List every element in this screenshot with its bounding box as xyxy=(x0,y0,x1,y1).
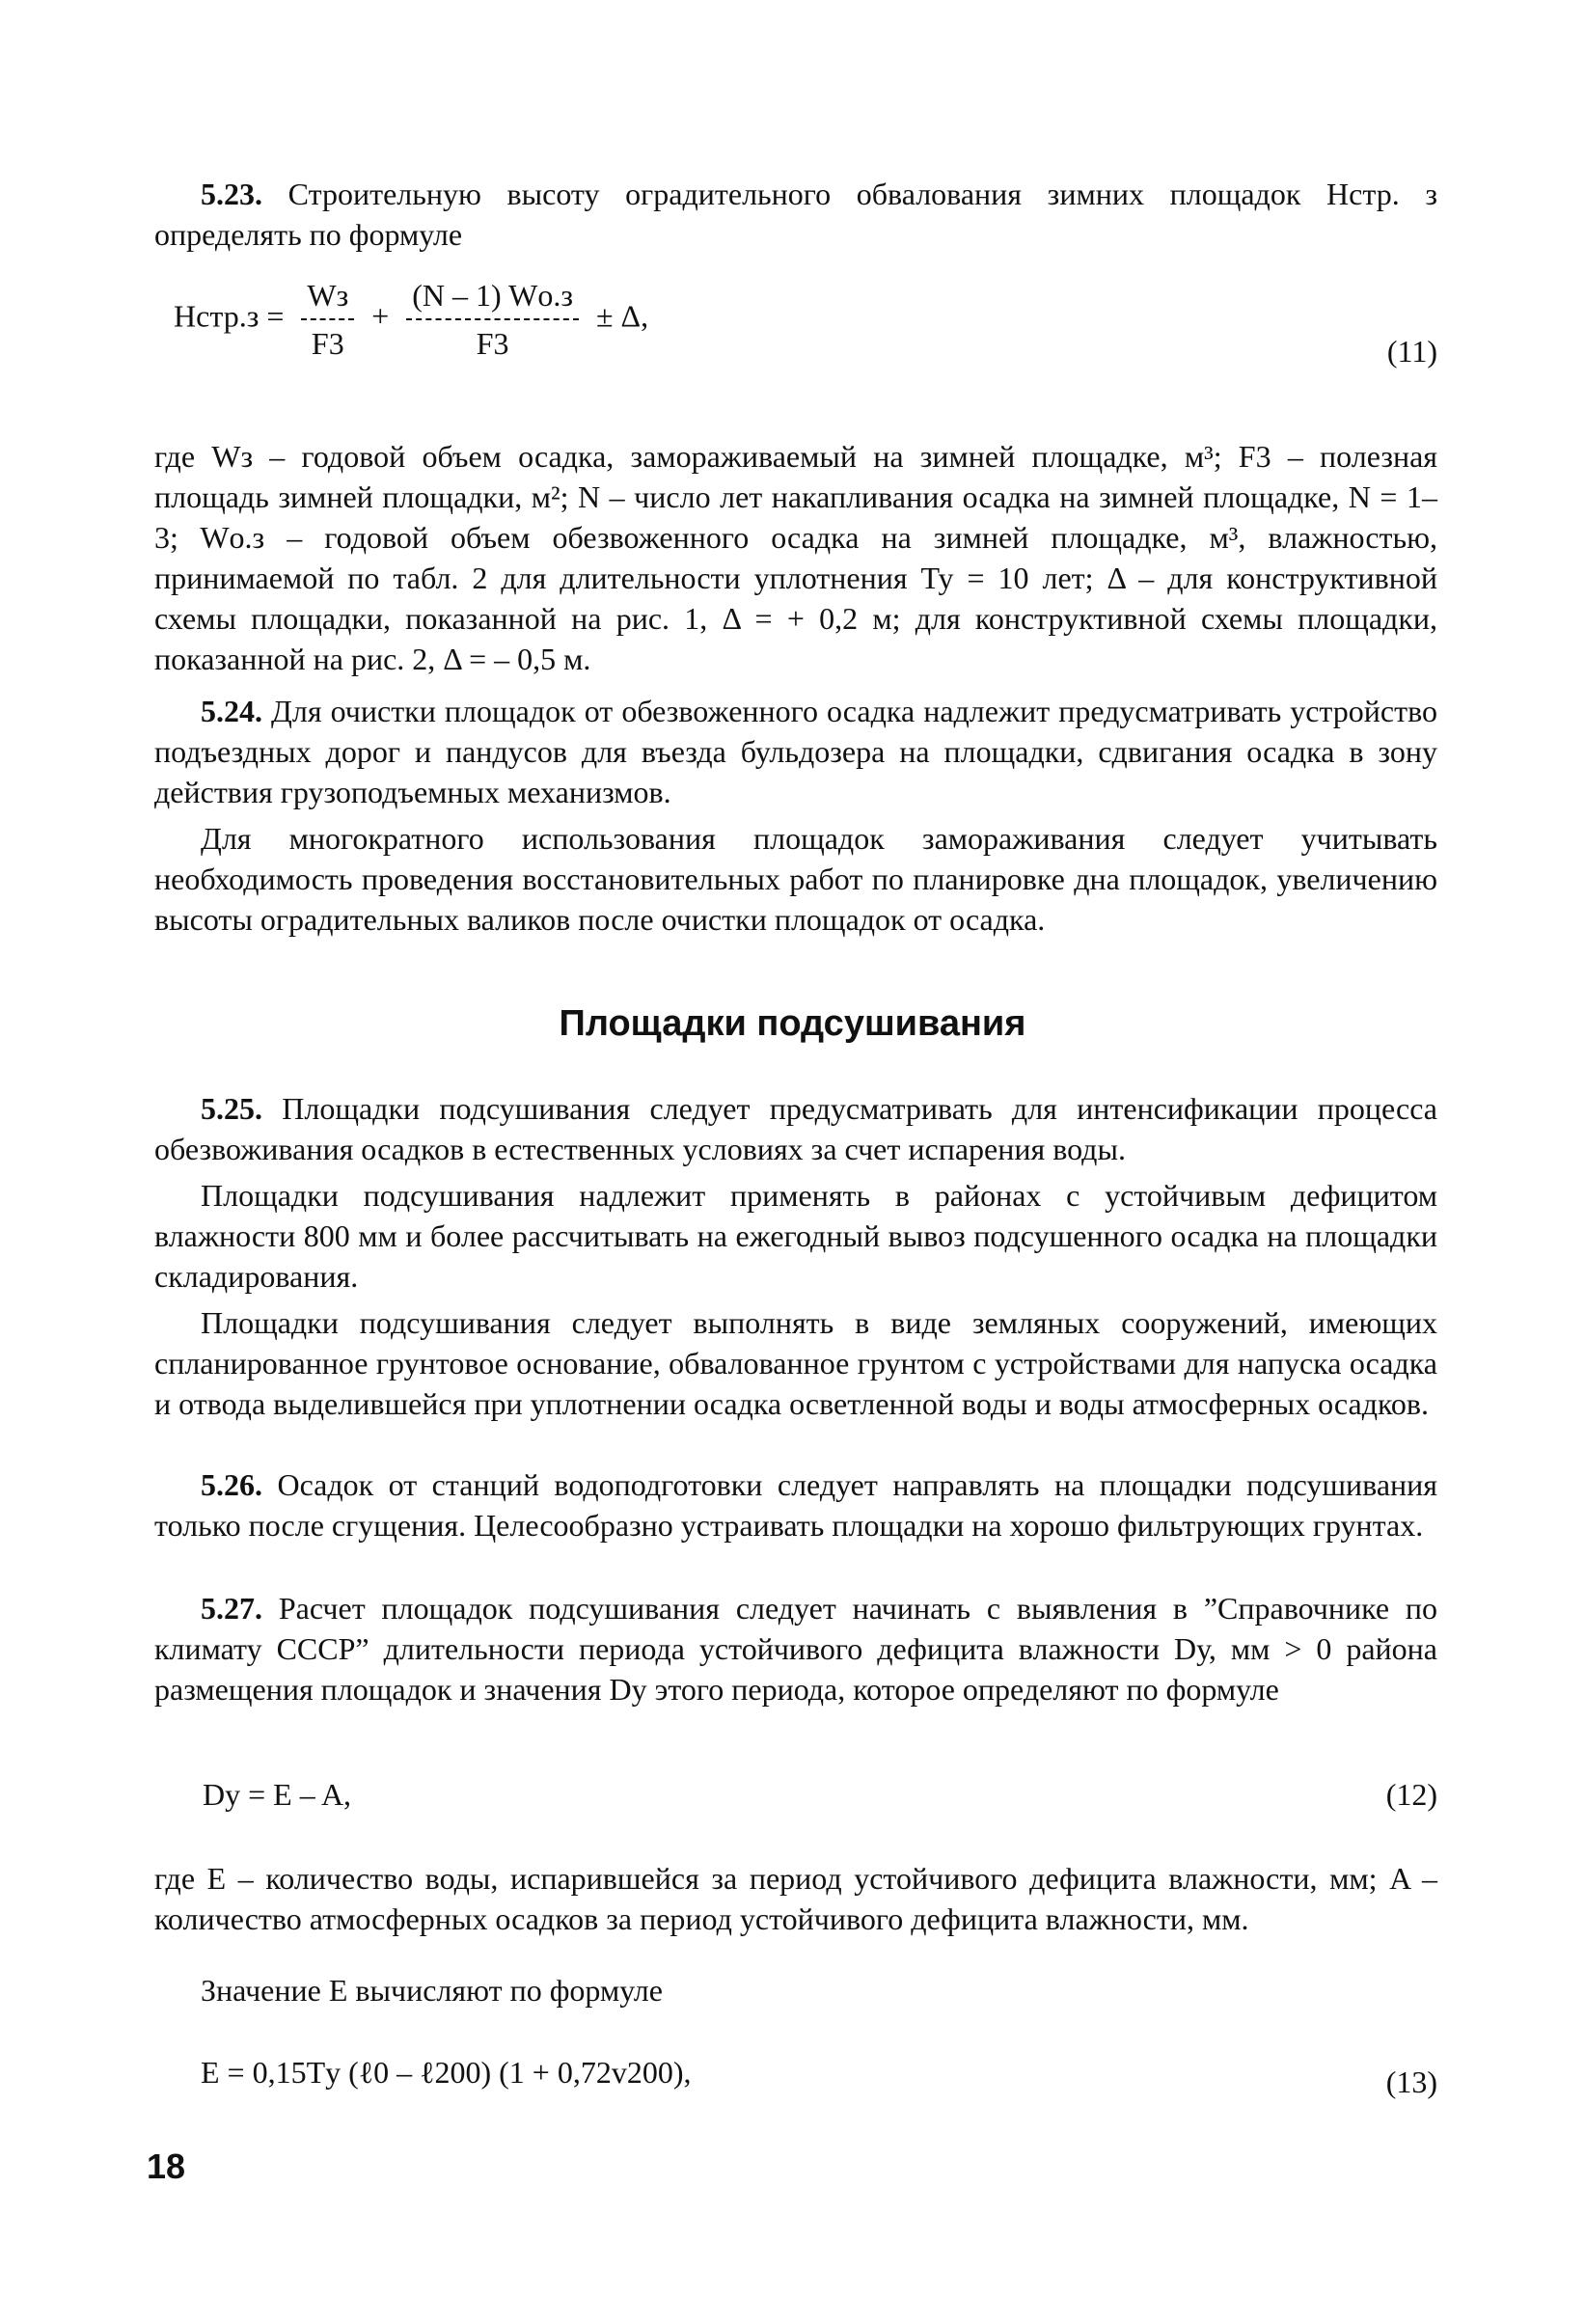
clause-text: Строительную высоту оградительного обвалования зимних площадок Hстр. з определять по формуле xyxy=(154,177,1438,252)
fraction-1 xyxy=(301,276,354,363)
formula-12-explanation: где E – количество воды, испарившейся за период устойчивого дефицита влажности, мм; A – количество атмосферных осадков за период устойчивого дефицита влажности, мм. xyxy=(154,1861,1437,1936)
paragraph-5-25-c: Площадки подсушивания следует выполнять в виде земляных сооружений, имеющих спланированное грунтовое основание, обвалованное грунтом с устройствами для напуска осадка и отвода выделившейся при уплотнении осадка осветленной воды и воды атмосферных осадков. xyxy=(154,1305,1437,1421)
paragraph-5-24 xyxy=(154,691,1437,812)
formula-number: (12) xyxy=(1385,1777,1437,1812)
clause-number: 5.26. xyxy=(201,1467,262,1502)
formula-13 xyxy=(154,2053,1437,2099)
clause-number: 5.23. xyxy=(201,177,262,211)
page-number: 18 xyxy=(147,2146,186,2186)
paragraph-5-24-b: Для многократного использования площадок замораживания следует учитывать необходимость проведения восстановительных работ по планировке дна площадок, увеличению высоты оградительных валиков после очистки площадок от осадка. xyxy=(154,821,1437,937)
clause-number: 5.27. xyxy=(201,1591,262,1626)
fraction-2-denominator: F3 xyxy=(406,318,579,363)
section-heading: Площадки подсушивания xyxy=(559,1003,1026,1044)
paragraph-5-25 xyxy=(154,1088,1437,1169)
paragraph-e-intro: Значение E вычисляют по формуле xyxy=(201,1973,663,2008)
fraction-2-numerator: (N – 1) Wо.з xyxy=(412,278,573,313)
formula-number: (11) xyxy=(1386,334,1437,369)
formula-expression: Dу = E – A, xyxy=(203,1777,352,1812)
clause-text: Расчет площадок подсушивания следует начинать с выявления в ”Справочнике по климату СССР” длительности периода устойчивого дефицита влажности Dу, мм > 0 района размещения площадок и значения Dу этого периода, которое определяют по формуле xyxy=(154,1591,1438,1707)
formula-lhs: Hстр.з = xyxy=(174,298,285,334)
formula-11 xyxy=(154,262,1437,388)
formula-plus: + xyxy=(371,298,390,334)
clause-text: Площадки подсушивания следует предусматривать для интенсификации процесса обезвоживания осадков в естественных условиях за счет испарения воды. xyxy=(154,1091,1438,1166)
clause-number: 5.24. xyxy=(201,694,262,728)
fraction-2 xyxy=(406,276,579,363)
formula-12 xyxy=(154,1775,1437,1818)
clause-text: Осадок от станций водоподготовки следует направлять на площадки подсушивания только после сгущения. Целесообразно устраивать площадки на хорошо фильтрующих грунтах. xyxy=(154,1467,1438,1543)
fraction-1-numerator: Wз xyxy=(307,278,349,313)
formula-number: (13) xyxy=(1385,2064,1437,2099)
fraction-1-denominator: F3 xyxy=(301,318,354,363)
clause-text: Для очистки площадок от обезвоженного осадка надлежит предусматривать устройство подъездных дорог и пандусов для въезда бульдозера на площадки, сдвигания осадка в зону действия грузоподъемных механизмов. xyxy=(154,694,1438,809)
formula-11-explanation: где Wз – годовой объем осадка, замораживаемый на зимней площадке, м³; F3 – полезная площадь зимней площадки, м²; N – число лет накапливания осадка на зимней площадке, N = 1–3; Wо.з – годовой объем обезвоженного осадка на зимней площадке, м³, влажностью, принимаемой по табл. 2 для длительности уплотнения Ту = 10 лет; Δ – для конструктивной схемы площадки, показанной на рис. 1, Δ = + 0,2 м; для конструктивной схемы площадки, показанной на рис. 2, Δ = – 0,5 м. xyxy=(154,439,1438,676)
paragraph-5-23 xyxy=(154,174,1437,255)
paragraph-5-26 xyxy=(154,1464,1437,1545)
paragraph-5-27 xyxy=(154,1588,1437,1709)
formula-tail: ± Δ, xyxy=(595,298,649,334)
paragraph-5-25-b: Площадки подсушивания надлежит применять в районах с устойчивым дефицитом влажности 800 мм и более рассчитывать на ежегодный вывоз подсушенного осадка на площадки складирования. xyxy=(154,1178,1437,1294)
formula-expression: E = 0,15Tу (ℓ0 – ℓ200) (1 + 0,72v200), xyxy=(201,2055,692,2090)
clause-number: 5.25. xyxy=(201,1091,262,1126)
